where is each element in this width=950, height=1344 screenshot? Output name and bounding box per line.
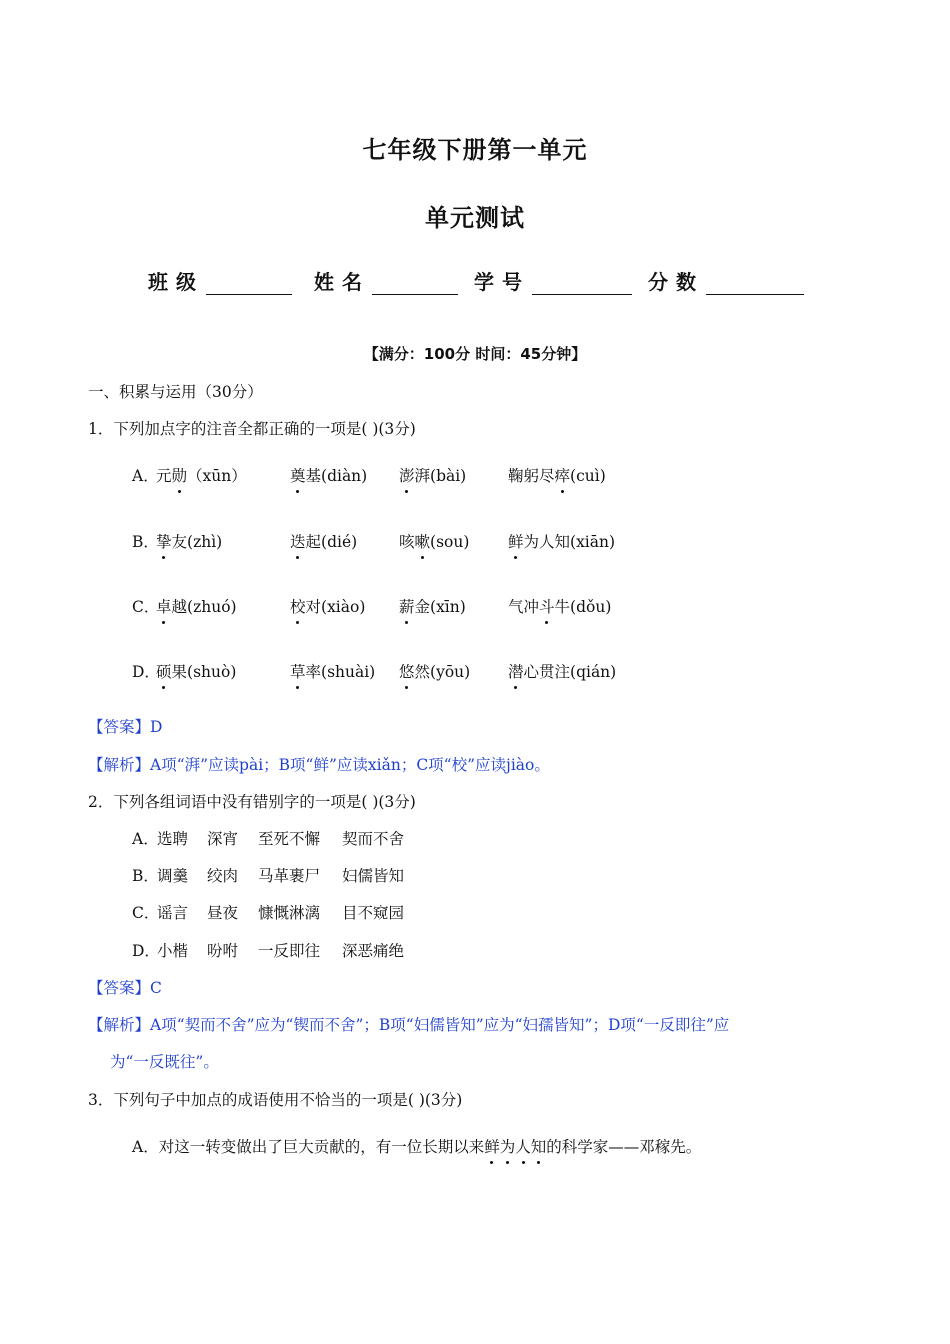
item-text-post: 湃(bài) (414, 467, 467, 485)
dotted-char: 挚 (156, 530, 172, 552)
option-item (508, 595, 611, 617)
score-label: 分数 (648, 270, 704, 294)
class-blank[interactable] (206, 274, 292, 295)
question-1-stem: 1．下列加点字的注音全都正确的一项是( )(3分) (88, 420, 416, 438)
option-letter: A． (132, 830, 159, 848)
item-text-post: 起(dié) (305, 533, 358, 551)
option-item (399, 530, 469, 552)
section-heading: 一、积累与运用（30分） (88, 383, 263, 401)
option-item (156, 660, 236, 682)
dotted-char: 潜 (508, 660, 524, 682)
question-1-analysis: 【解析】A项“湃”应读pài；B项“鲜”应读xiǎn；C项“校”应读jiào。 (88, 756, 550, 774)
item-text-post: 牛(dǒu) (554, 598, 612, 616)
option-letter: B． (132, 533, 159, 551)
item-text-post: 然(yōu) (414, 663, 471, 681)
option-word: 谣言 (157, 904, 189, 922)
option-item (399, 464, 466, 486)
option-letter: B． (132, 867, 159, 885)
item-text-post: 为人知(xiān) (523, 533, 616, 551)
class-label: 班级 (148, 270, 204, 294)
dotted-char: 嗽 (415, 530, 431, 552)
dotted-char: 迭 (290, 530, 306, 552)
option-letter: C． (132, 598, 160, 616)
option-word: 契而不舍 (342, 830, 405, 848)
option-word: 目不窥园 (342, 904, 405, 922)
item-text-pre: 元 (156, 467, 172, 485)
option-word: 吩咐 (207, 942, 239, 960)
name-field[interactable] (314, 266, 458, 295)
page-title: 七年级下册第一单元 (362, 136, 588, 164)
option-text-post: 的科学家——邓稼先。 (546, 1138, 702, 1156)
student-no-blank[interactable] (532, 274, 632, 295)
option-item (290, 530, 357, 552)
dotted-char: 薪 (399, 595, 415, 617)
dotted-char: 鲜 (484, 1135, 500, 1157)
option-item (156, 595, 237, 617)
question-2-analysis-line-1: 【解析】A项“契而不舍”应为“锲而不舍”；B项“妇儒皆知”应为“妇孺皆知”；D项“一反即往”应 (88, 1016, 730, 1034)
dotted-char: 校 (290, 595, 306, 617)
option-word: 深恶痛绝 (342, 942, 405, 960)
item-text-post: 心贯注(qián) (523, 663, 617, 681)
dotted-char: 硕 (156, 660, 172, 682)
option-word: 慷慨淋漓 (258, 904, 321, 922)
dotted-char: 草 (290, 660, 306, 682)
item-text-pre: 鞠躬尽 (508, 467, 555, 485)
option-item (508, 464, 606, 486)
option-word: 绞肉 (207, 867, 239, 885)
item-text-post: 果(shuò) (171, 663, 237, 681)
option-text-pre: 对这一转变做出了巨大贡献的，有一位长期以来 (158, 1138, 485, 1156)
option-letter: D． (132, 942, 160, 960)
dotted-char: 知 (531, 1135, 547, 1157)
item-text-post: (cuì) (570, 467, 606, 485)
dotted-char: 为 (500, 1135, 516, 1157)
question-3-option-a (132, 1135, 701, 1157)
question-3-stem: 3．下列句子中加点的成语使用不恰当的一项是( )(3分) (88, 1091, 463, 1109)
page-subtitle: 单元测试 (425, 204, 525, 232)
score-field[interactable] (648, 266, 804, 295)
student-no-field[interactable] (474, 266, 632, 295)
option-item (399, 660, 470, 682)
question-2-analysis-line-2: 为“一反既往”。 (110, 1053, 219, 1071)
option-letter: D． (132, 663, 160, 681)
dotted-char: 人 (515, 1135, 531, 1157)
item-text-post: 金(xīn) (414, 598, 466, 616)
dotted-char: 卓 (156, 595, 172, 617)
dotted-char: 奠 (290, 464, 306, 486)
question-2-stem: 2．下列各组词语中没有错别字的一项是( )(3分) (88, 793, 416, 811)
option-word: 小楷 (157, 942, 189, 960)
name-blank[interactable] (372, 274, 458, 295)
option-word: 调羹 (157, 867, 189, 885)
option-word: 妇儒皆知 (342, 867, 405, 885)
option-item (508, 660, 616, 682)
dotted-char: 瘁 (555, 464, 571, 486)
exam-info: 【满分：100分 时间：45分钟】 (363, 345, 587, 363)
option-word: 马革裹尸 (258, 867, 321, 885)
dotted-char: 澎 (399, 464, 415, 486)
student-no-label: 学号 (474, 270, 530, 294)
dotted-char: 斗 (539, 595, 555, 617)
option-item (399, 595, 466, 617)
dotted-char: 悠 (399, 660, 415, 682)
option-letter: A． (132, 1138, 159, 1156)
class-field[interactable] (148, 266, 292, 295)
option-word: 至死不懈 (258, 830, 321, 848)
option-word: 昼夜 (207, 904, 239, 922)
item-text-post: 率(shuài) (305, 663, 376, 681)
item-text-post: （xūn） (187, 467, 247, 485)
option-word: 一反即往 (258, 942, 321, 960)
question-2-answer: 【答案】C (88, 979, 162, 997)
item-text-post: 友(zhì) (171, 533, 223, 551)
item-text-post: 对(xiào) (305, 598, 366, 616)
option-item (156, 530, 222, 552)
item-text-post: (sou) (430, 533, 470, 551)
option-item (290, 660, 375, 682)
item-text-pre: 咳 (399, 533, 415, 551)
option-word: 深宵 (207, 830, 239, 848)
question-1-answer: 【答案】D (88, 718, 163, 736)
score-blank[interactable] (706, 274, 804, 295)
option-word: 选聘 (157, 830, 189, 848)
dotted-char: 鲜 (508, 530, 524, 552)
item-text-post: 基(diàn) (305, 467, 368, 485)
name-label: 姓名 (314, 270, 370, 294)
item-text-post: 越(zhuó) (171, 598, 237, 616)
option-item (290, 595, 365, 617)
item-text-pre: 气冲 (508, 598, 540, 616)
dotted-char: 勋 (172, 464, 188, 486)
option-letter: C． (132, 904, 160, 922)
option-item (508, 530, 615, 552)
option-letter: A． (132, 467, 159, 485)
option-item (290, 464, 367, 486)
option-item (156, 464, 247, 486)
